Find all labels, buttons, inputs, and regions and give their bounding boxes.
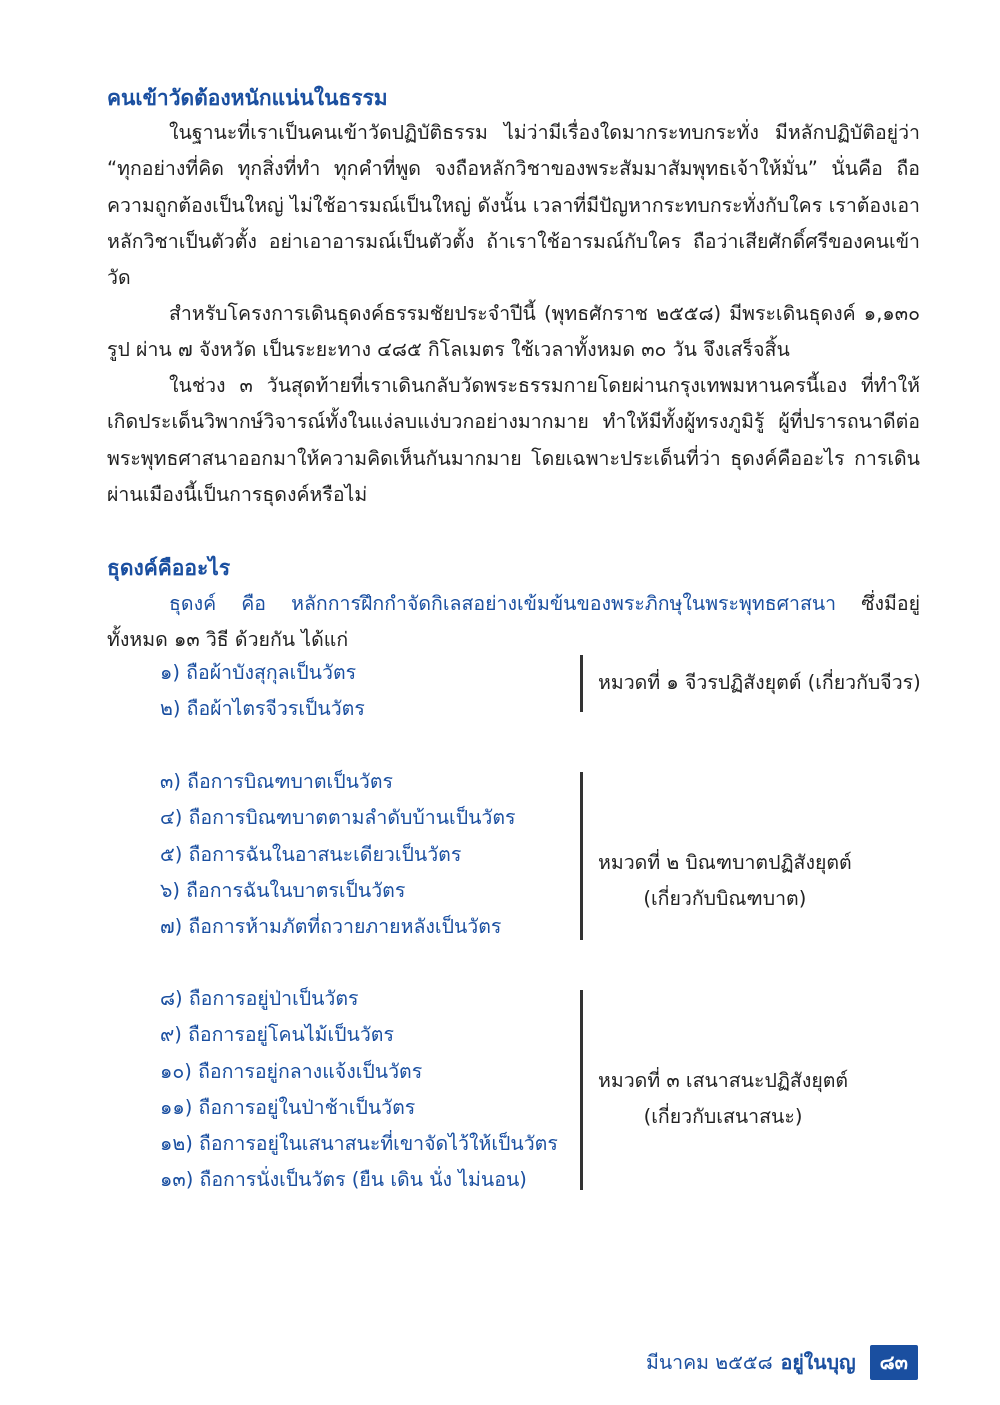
list-item: ๗) ถือการห้ามภัตที่ถวายภายหลังเป็นวัตร — [160, 915, 502, 939]
group-2-label — [598, 845, 852, 917]
section-heading-1: คนเข้าวัดต้องหนักแน่นในธรรม — [107, 86, 388, 110]
intro-rest: ซึ่งมีอยู่ทั้งหมด ๑๓ วิธี ด้วยกัน ได้แก่ — [107, 592, 921, 652]
group-1-list — [160, 655, 365, 728]
list-item: ๒) ถือผ้าไตรจีวรเป็นวัตร — [160, 697, 365, 721]
list-item: ๙) ถือการอยู่โคนไม้เป็นวัตร — [160, 1023, 394, 1047]
section-heading-2: ธุดงค์คืออะไร — [107, 556, 231, 580]
list-item: ๓) ถือการบิณฑบาตเป็นวัตร — [160, 770, 393, 793]
paragraph-1: ในฐานะที่เราเป็นคนเข้าวัดปฏิบัติธรรม ไม่ว่ามีเรื่องใดมากระทบกระทั่ง มีหลักปฏิบัติอยู่ว่า “ทุกอย่างที่คิด ทุกสิ่งที่ทำ ทุกคำที่พูด จงถือหลักวิชาของพระสัมมาสัมพุทธเจ้าให้มั่น” นั่นคือ ถือความถูกต้องเป็นใหญ่ ไม่ใช้อารมณ์เป็นใหญ่ ดังนั้น เวลาที่มีปัญหากระทบกระทั่งกับใคร เราต้องเอาหลักวิชาเป็นตัวตั้ง อย่าเอาอารมณ์เป็นตัวตั้ง ถ้าเราใช้อารมณ์กับใคร ถือว่าเสียศักดิ์ศรีของคนเข้าวัด — [107, 121, 920, 290]
intro-paragraph — [107, 586, 920, 659]
page-footer — [646, 1345, 918, 1380]
dhutanga-definition: ธุดงค์ คือ หลักการฝึกกำจัดกิเลสอย่างเข้มข้นของพระภิกษุในพระพุทธศาสนา — [169, 592, 837, 615]
issue-month: มีนาคม ๒๕๕๘ — [645, 1351, 773, 1374]
group-3-divider — [580, 990, 583, 1190]
list-item-note: (ยืน เดิน นั่ง ไม่นอน) — [345, 1168, 527, 1192]
list-item: ๑๐) ถือการอยู่กลางแจ้งเป็นวัตร — [160, 1059, 423, 1083]
list-item: ๑๑) ถือการอยู่ในป่าช้าเป็นวัตร — [160, 1095, 416, 1119]
list-item-text: ๑๓) ถือการนั่งเป็นวัตร — [160, 1168, 346, 1192]
list-item: ๑) ถือผ้าบังสุกุลเป็นวัตร — [160, 661, 357, 684]
list-item: ๔) ถือการบิณฑบาตตามลำดับบ้านเป็นวัตร — [160, 806, 516, 830]
group-1-divider — [580, 655, 583, 712]
list-item — [160, 1162, 558, 1198]
group-2-divider — [580, 772, 583, 940]
paragraph-2: สำหรับโครงการเดินธุดงค์ธรรมชัยประจำปีนี้ (พุทธศักราช ๒๕๕๘) มีพระเดินธุดงค์ ๑,๑๓๐ รูป ผ่าน ๗ จังหวัด เป็นระยะทาง ๔๘๕ กิโลเมตร ใช้เวลาทั้งหมด ๓๐ วัน จึงเสร็จสิ้น — [107, 302, 920, 362]
group-3-subtitle: (เกี่ยวกับเสนาสนะ) — [643, 1105, 803, 1128]
list-item: ๘) ถือการอยู่ป่าเป็นวัตร — [160, 987, 359, 1010]
group-2-list — [160, 764, 516, 945]
group-3-title: หมวดที่ ๓ เสนาสนะปฏิสังยุตต์ — [598, 1069, 849, 1092]
group-3-list — [160, 981, 558, 1199]
list-item: ๖) ถือการฉันในบาตรเป็นวัตร — [160, 878, 406, 902]
group-2-title: หมวดที่ ๒ บิณฑบาตปฏิสังยุตต์ — [598, 851, 852, 874]
group-3-label — [598, 1063, 848, 1135]
group-2-subtitle: (เกี่ยวกับบิณฑบาต) — [643, 887, 807, 910]
paragraph-3: ในช่วง ๓ วันสุดท้ายที่เราเดินกลับวัดพระธรรมกายโดยผ่านกรุงเทพมหานครนี้เอง ที่ทำให้เกิดประเด็นวิพากษ์วิจารณ์ทั้งในแง่ลบแง่บวกอย่างมากมาย ทำให้มีทั้งผู้ทรงภูมิรู้ ผู้ที่ปรารถนาดีต่อพระพุทธศาสนาออกมาให้ความคิดเห็นกันมากมาย โดยเฉพาะประเด็นที่ว่า ธุดงค์คืออะไร การเดินผ่านเมืองนี้เป็นการธุดงค์หรือไม่ — [107, 374, 920, 506]
group-1-label — [598, 665, 921, 701]
magazine-name: อยู่ในบุญ — [780, 1351, 856, 1374]
group-1-title: หมวดที่ ๑ จีวรปฏิสังยุตต์ (เกี่ยวกับจีวร) — [598, 671, 921, 694]
page-number: ๘๓ — [870, 1345, 918, 1380]
list-item: ๑๒) ถือการอยู่ในเสนาสนะที่เขาจัดไว้ให้เป็นวัตร — [160, 1132, 558, 1156]
list-item: ๕) ถือการฉันในอาสนะเดียวเป็นวัตร — [160, 842, 462, 866]
